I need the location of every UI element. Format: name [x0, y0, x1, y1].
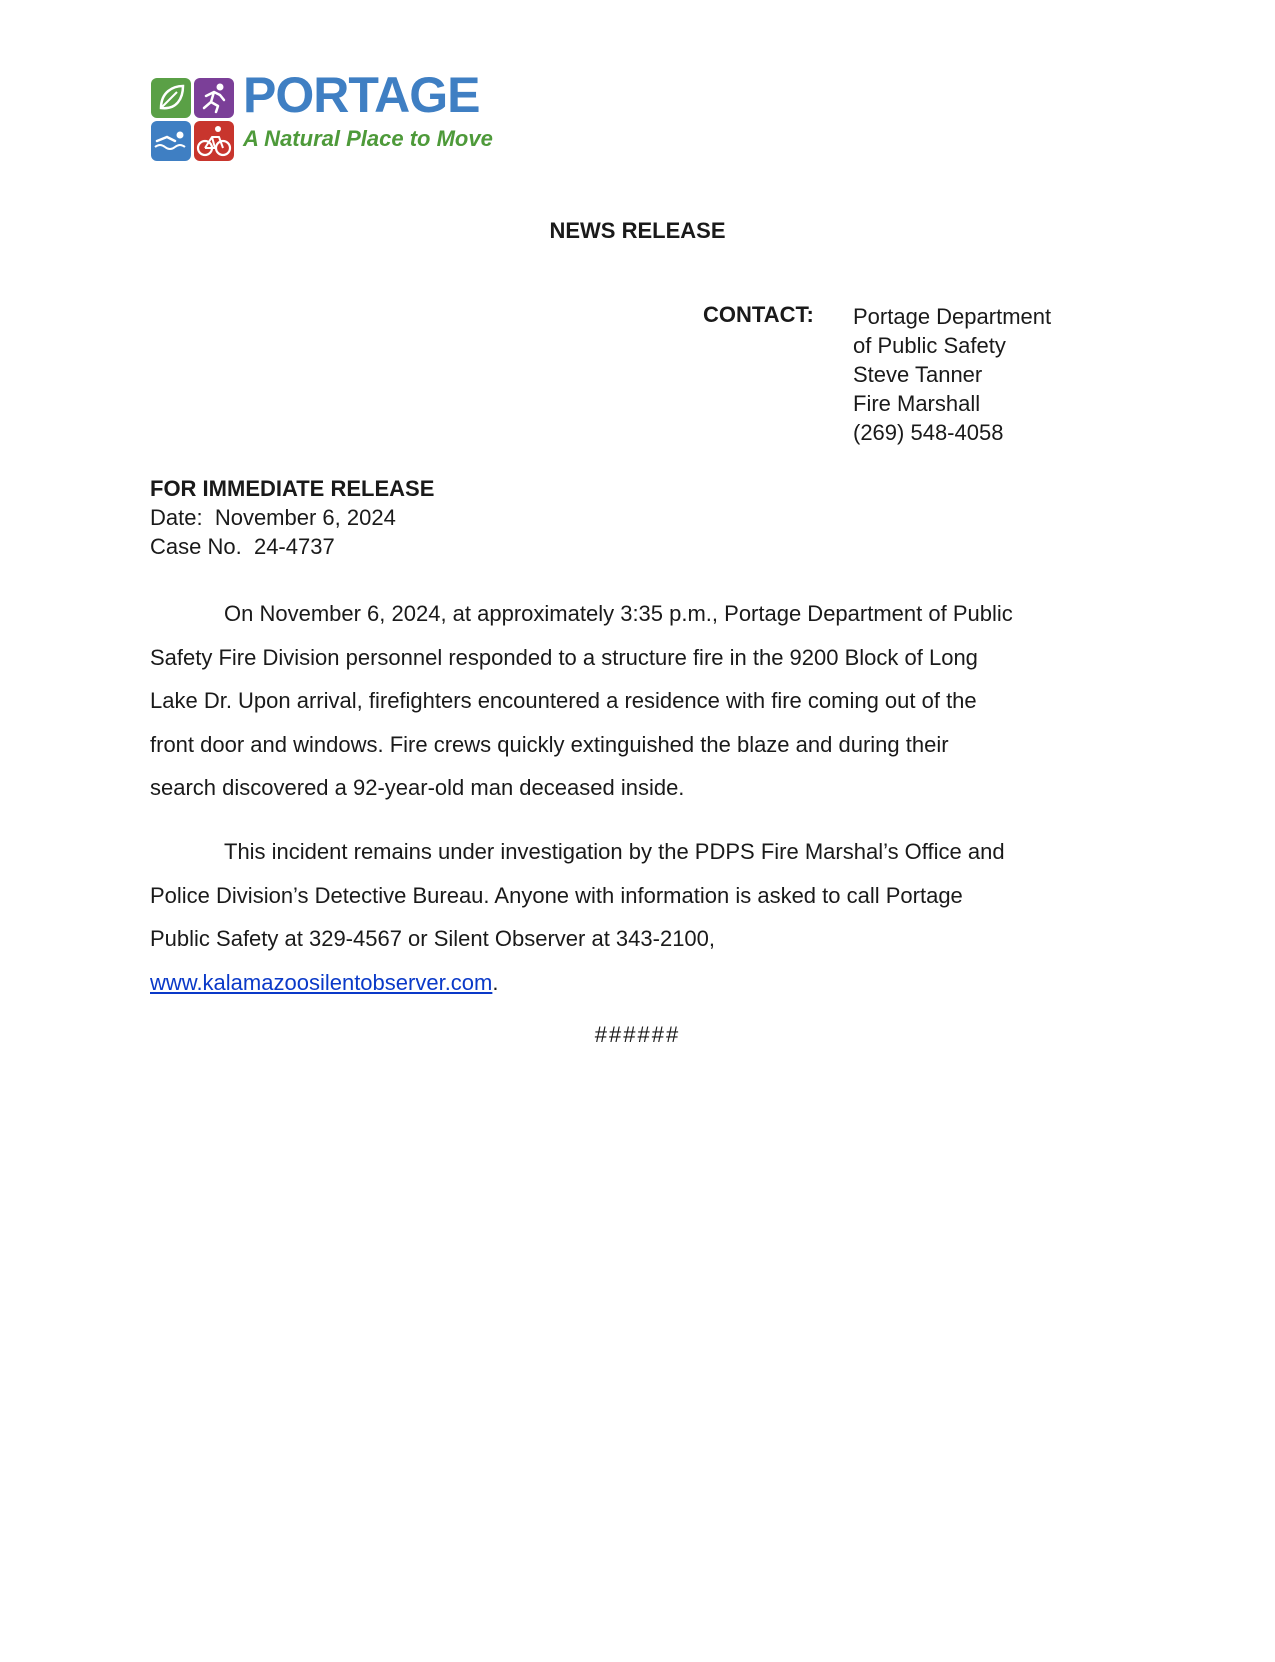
paragraph-line: Police Division’s Detective Bureau. Anyone with information is asked to call Portage — [150, 882, 963, 908]
paragraph-line: This incident remains under investigation by the PDPS Fire Marshal’s Office and — [224, 839, 1005, 864]
end-marks: ###### — [594, 1022, 681, 1047]
link-line — [150, 961, 1130, 1005]
logo-tiles — [151, 78, 237, 162]
leaf-icon — [151, 78, 191, 118]
paragraph-line: Safety Fire Division personnel responded to a structure fire in the 9200 Block of Long — [150, 644, 978, 670]
paragraph-line: Public Safety at 329-4567 or Silent Observer at 343-2100, — [150, 926, 716, 951]
logo-tagline: A Natural Place to Move — [243, 126, 493, 151]
date-label: Date: — [150, 505, 203, 530]
case-label: Case No. — [150, 534, 242, 559]
silent-observer-link[interactable]: www.kalamazoosilentobserver.com — [150, 969, 493, 995]
paragraph-line: On November 6, 2024, at approximately 3:35 p.m., Portage Department of Public — [224, 601, 1013, 626]
contact-label: CONTACT: — [703, 302, 814, 327]
logo-wordmark: PORTAGE — [243, 67, 480, 123]
contact-line: Steve Tanner — [853, 362, 983, 387]
paragraph-line: front door and windows. Fire crews quickly extinguished the blaze and during their — [150, 731, 949, 757]
page-title: NEWS RELEASE — [549, 218, 726, 243]
contact-line: of Public Safety — [853, 333, 1006, 358]
contact-line: Fire Marshall — [853, 391, 981, 416]
release-info — [150, 474, 434, 561]
swimmer-icon — [151, 121, 191, 161]
release-date-row — [150, 503, 434, 532]
body-paragraph-2 — [150, 830, 1130, 1004]
paragraph-line: search discovered a 92-year-old man deceased inside. — [150, 775, 685, 800]
contact-details — [853, 302, 1051, 447]
portage-logo — [151, 67, 511, 162]
release-case-row — [150, 532, 434, 561]
body-paragraph-1 — [150, 592, 1130, 810]
contact-line: Portage Department — [853, 304, 1052, 329]
cyclist-icon — [194, 121, 234, 161]
case-value: 24-4737 — [253, 534, 335, 559]
date-value: November 6, 2024 — [214, 505, 396, 530]
contact-line: (269) 548-4058 — [853, 420, 1004, 445]
runner-icon — [194, 78, 234, 118]
link-suffix: . — [492, 969, 499, 995]
release-heading: FOR IMMEDIATE RELEASE — [150, 476, 435, 501]
paragraph-line: Lake Dr. Upon arrival, firefighters encountered a residence with fire coming out of the — [150, 688, 977, 713]
